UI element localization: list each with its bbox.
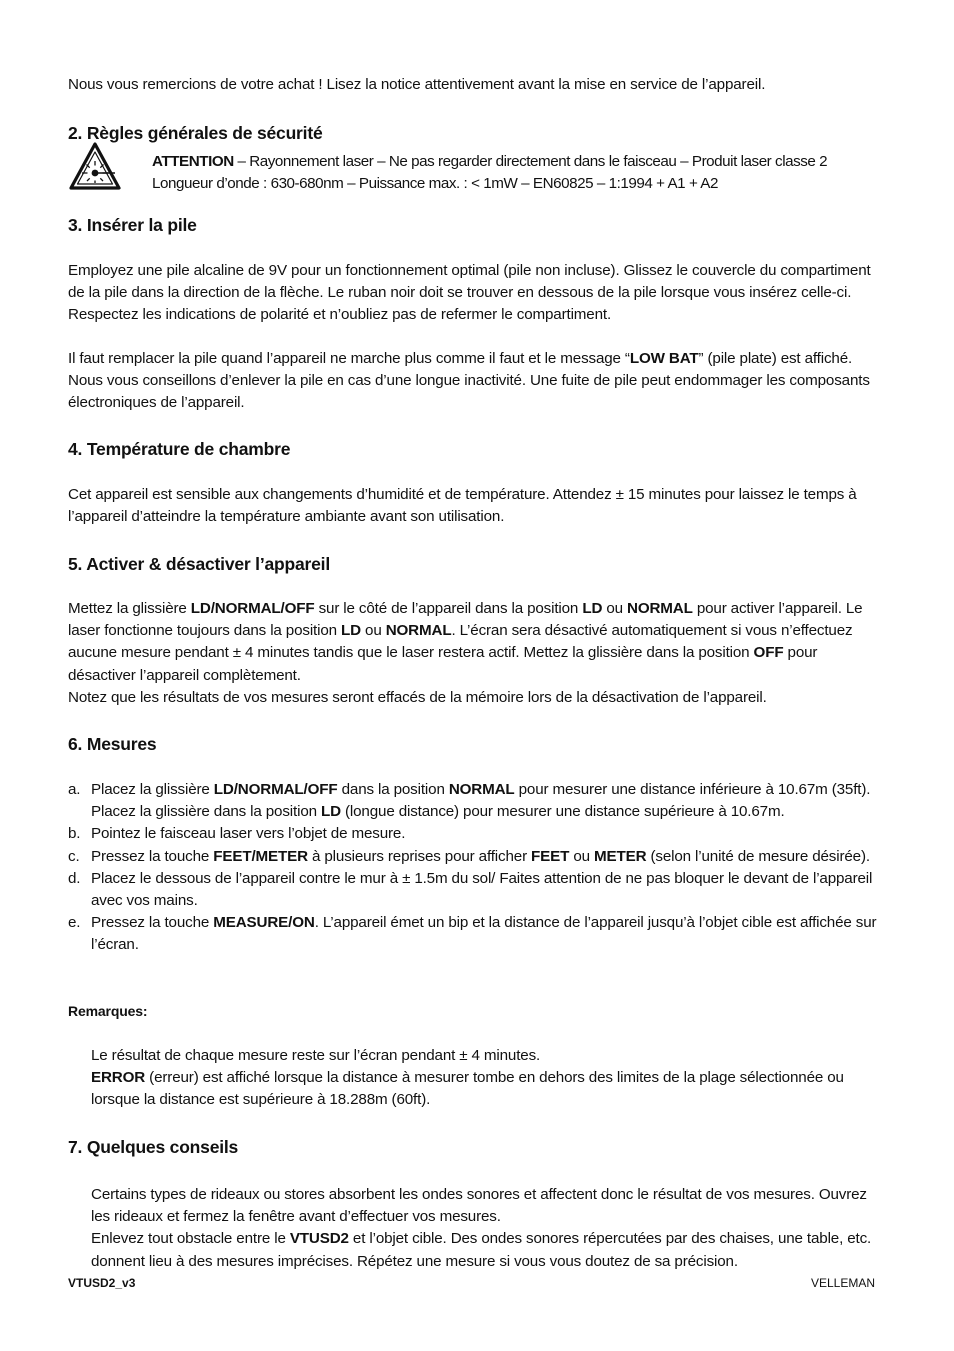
section-5-paragraph-1: Mettez la glissière LD/NORMAL/OFF sur le côté de l’appareil dans la position LD ou NORMAL pour activer l’appareil. Le laser fonctionne toujours dans la position LD ou NORMAL. L’écran sera désactivé automatiquement si vous n’effectuez aucune mesure pendant ± 4 minutes tandis que le laser restera actif. Mettez la glissière dans la position OFF pour désactiver l’appareil complètement. xyxy=(68,600,863,684)
list-item: a. Placez la glissière LD/NORMAL/OFF dans la position NORMAL pour mesurer une distance inférieure à 10.67m (35ft). Placez la glissière dans la position LD (longue distance) pour mesurer une distance supérieure à 10.67m. xyxy=(68,781,871,821)
laser-warning-text xyxy=(152,151,892,195)
remark-2: ERROR (erreur) est affiché lorsque la distance à mesurer tombe en dehors des limites de la plage sélectionnée ou lorsque la distance est supérieure à 18.288m (60ft). xyxy=(91,1069,844,1109)
section-7-heading: 7. Quelques conseils xyxy=(68,1137,239,1157)
laser-warning xyxy=(68,141,888,193)
list-item: d. Placez le dessous de l’appareil contre le mur à ± 1.5m du sol/ Faites attention de ne pas bloquer le devant de l’appareil avec vos mains. xyxy=(68,869,873,910)
remark-1: Le résultat de chaque mesure reste sur l’écran pendant ± 4 minutes. xyxy=(91,1047,541,1064)
measure-steps-list xyxy=(68,779,888,957)
remarks-block xyxy=(68,1045,888,1112)
wavelength-line: Longueur d’onde : 630-680nm – Puissance max. : < 1mW – EN60825 – 1:1994 + A1 + A2 xyxy=(152,175,718,193)
intro-text: Nous vous remercions de votre achat ! Lisez la notice attentivement avant la mise en service de l’appareil. xyxy=(68,76,766,93)
list-item: b. Pointez le faisceau laser vers l’objet de mesure. xyxy=(68,825,406,843)
laser-warning-icon xyxy=(68,141,122,191)
section-3-paragraph-2: Il faut remplacer la pile quand l’appareil ne marche plus comme il faut et le message “LOW BAT” (pile plate) est affiché. Nous vous conseillons d’enlever la pile en cas d’une longue inactivité. Une fuite de pile peut endommager les composants électroniques de l’appareil. xyxy=(68,350,870,412)
tips-paragraph-2: Enlevez tout obstacle entre le VTUSD2 et l’objet cible. Des ondes sonores répercutées par des chaises, une table, etc. donnent lieu à des mesures imprécises. Répétez une mesure si vous vous doutez de sa précision. xyxy=(91,1230,872,1270)
list-item: e. Pressez la touche MEASURE/ON. L’appareil émet un bip et la distance de l’appareil jusqu’à l’objet cible est affichée sur l’écran. xyxy=(68,914,877,954)
section-4-heading: 4. Température de chambre xyxy=(68,439,291,459)
attention-label: ATTENTION xyxy=(152,153,234,170)
section-5-heading: 5. Activer & désactiver l’appareil xyxy=(68,554,330,574)
tips-block xyxy=(68,1184,888,1273)
section-6-heading: 6. Mesures xyxy=(68,734,157,754)
section-2-heading: 2. Règles générales de sécurité xyxy=(68,123,323,143)
tips-paragraph-1: Certains types de rideaux ou stores absorbent les ondes sonores et affectent donc le résultat de vos mesures. Ouvrez les rideaux et fermez la fenêtre avant d’effectuer vos mesures. xyxy=(91,1186,867,1226)
section-4-paragraph: Cet appareil est sensible aux changements d’humidité et de température. Attendez ± 15 minutes pour laissez le temps à l’appareil d’atteindre la température ambiante avant son utilisation. xyxy=(68,486,857,526)
attention-line: ATTENTION – Rayonnement laser – Ne pas regarder directement dans le faisceau – Produit laser classe 2 xyxy=(152,153,828,170)
remarks-heading: Remarques: xyxy=(68,1003,148,1019)
list-item: c. Pressez la touche FEET/METER à plusieurs reprises pour afficher FEET ou METER (selon l’unité de mesure désirée). xyxy=(68,847,870,865)
footer-brand: VELLEMAN xyxy=(810,1276,875,1290)
footer-model: VTUSD2_v3 xyxy=(68,1276,136,1290)
section-3-heading: 3. Insérer la pile xyxy=(68,215,197,235)
section-3-paragraph-1: Employez une pile alcaline de 9V pour un fonctionnement optimal (pile non incluse). Glissez le couvercle du compartiment de la pile dans la direction de la flèche. Le ruban noir doit se trouver en dessous de la pile lorsque vous insérez celle-ci. Respectez les indications de polarité et n’oubliez pas de refermer le compartiment. xyxy=(68,262,871,324)
section-5-paragraph-2: Notez que les résultats de vos mesures seront effacés de la mémoire lors de la désactivation de l’appareil. xyxy=(68,689,767,706)
